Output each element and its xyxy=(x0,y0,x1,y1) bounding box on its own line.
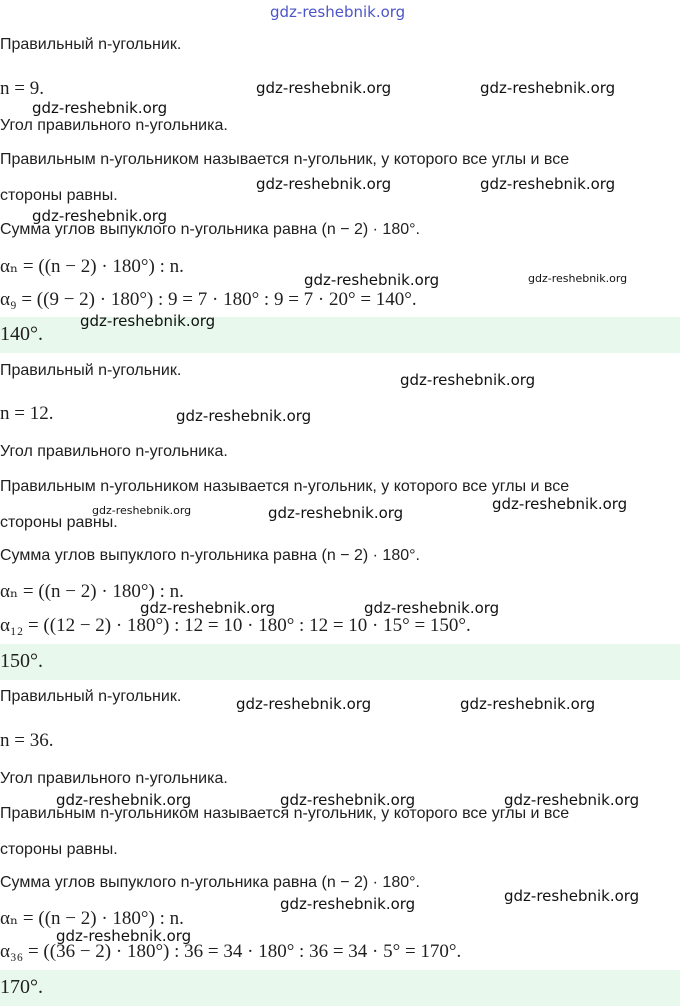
formula: αₙ = ((n − 2) · 180°) : n. xyxy=(0,256,184,277)
watermark: gdz-reshebnik.org xyxy=(140,599,276,617)
find-statement: Угол правильного n-угольника. xyxy=(0,117,228,134)
definition-line-2: стороны равны. xyxy=(0,187,118,204)
find-statement: Угол правильного n-угольника. xyxy=(0,443,228,460)
formula: αₙ = ((n − 2) · 180°) : n. xyxy=(0,581,184,602)
find-statement: Угол правильного n-угольника. xyxy=(0,770,228,787)
definition-line-1: Правильным n-угольником называется n-угольник, у которого все углы и все xyxy=(0,151,570,168)
watermark: gdz-reshebnik.org xyxy=(460,695,596,713)
watermark: gdz-reshebnik.org xyxy=(268,504,404,522)
watermark: gdz-reshebnik.org xyxy=(176,407,312,425)
watermark: gdz-reshebnik.org xyxy=(528,272,628,285)
given-value: n = 12. xyxy=(0,403,54,424)
given-label: Правильный n-угольник. xyxy=(0,36,182,53)
watermark: gdz-reshebnik.org xyxy=(256,175,392,193)
watermark: gdz-reshebnik.org xyxy=(32,207,168,225)
watermark: gdz-reshebnik.org xyxy=(80,312,216,330)
definition-line-2: стороны равны. xyxy=(0,841,118,858)
answer-box xyxy=(0,970,680,1006)
calculation: α₃₆ = ((36 − 2) · 180°) : 36 = 34 · 180° : 36 = 34 · 5° = 170°. xyxy=(0,941,462,962)
watermark: gdz-reshebnik.org xyxy=(32,99,168,117)
given-value: n = 9. xyxy=(0,78,44,99)
definition-line-2: стороны равны. xyxy=(0,514,118,531)
watermark: gdz-reshebnik.org xyxy=(364,599,500,617)
sum-rule: Сумма углов выпуклого n-угольника равна (n − 2) · 180°. xyxy=(0,221,420,238)
watermark: gdz-reshebnik.org xyxy=(280,895,416,913)
definition-line-1: Правильным n-угольником называется n-угольник, у которого все углы и все xyxy=(0,805,570,822)
watermark: gdz-reshebnik.org xyxy=(256,79,392,97)
watermark: gdz-reshebnik.org xyxy=(504,887,640,905)
calculation: α₉ = ((9 − 2) · 180°) : 9 = 7 · 180° : 9 = 7 · 20° = 140°. xyxy=(0,289,417,310)
answer: 140°. xyxy=(0,323,43,345)
watermark: gdz-reshebnik.org xyxy=(492,495,628,513)
given-label: Правильный n-угольник. xyxy=(0,362,182,379)
given-value: n = 36. xyxy=(0,730,54,751)
answer: 170°. xyxy=(0,976,43,998)
watermark: gdz-reshebnik.org xyxy=(280,791,416,809)
watermark: gdz-reshebnik.org xyxy=(56,927,192,945)
calculation: α₁₂ = ((12 − 2) · 180°) : 12 = 10 · 180° : 12 = 10 · 15° = 150°. xyxy=(0,615,471,636)
watermark-top: gdz-reshebnik.org xyxy=(270,3,406,21)
watermark: gdz-reshebnik.org xyxy=(304,271,440,289)
watermark: gdz-reshebnik.org xyxy=(400,371,536,389)
watermark: gdz-reshebnik.org xyxy=(92,504,192,517)
answer-box xyxy=(0,644,680,680)
watermark: gdz-reshebnik.org xyxy=(236,695,372,713)
watermark: gdz-reshebnik.org xyxy=(56,791,192,809)
watermark: gdz-reshebnik.org xyxy=(480,79,616,97)
answer: 150°. xyxy=(0,650,43,672)
sum-rule: Сумма углов выпуклого n-угольника равна (n − 2) · 180°. xyxy=(0,874,420,891)
given-label: Правильный n-угольник. xyxy=(0,688,182,705)
formula: αₙ = ((n − 2) · 180°) : n. xyxy=(0,908,184,929)
sum-rule: Сумма углов выпуклого n-угольника равна (n − 2) · 180°. xyxy=(0,547,420,564)
definition-line-1: Правильным n-угольником называется n-угольник, у которого все углы и все xyxy=(0,478,570,495)
watermark: gdz-reshebnik.org xyxy=(480,175,616,193)
watermark: gdz-reshebnik.org xyxy=(504,791,640,809)
